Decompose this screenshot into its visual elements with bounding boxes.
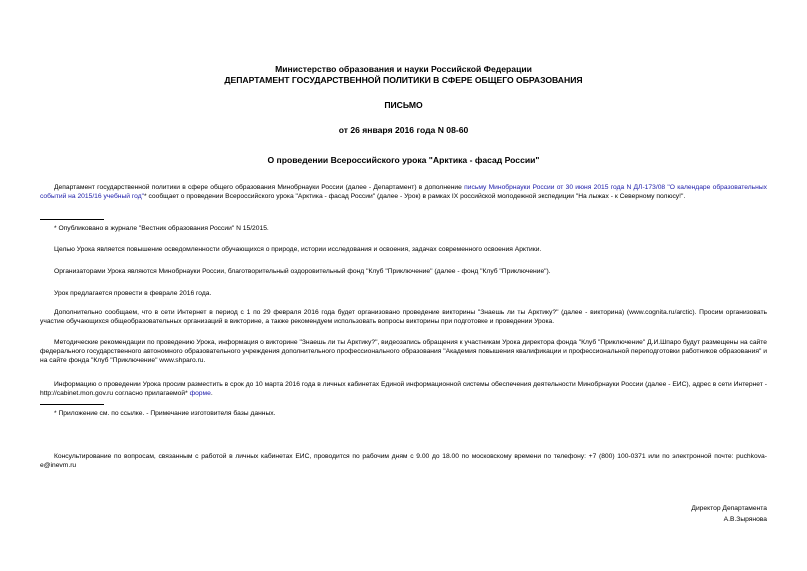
paragraph-quiz: Дополнительно сообщаем, что в сети Интернет в период с 1 по 29 февраля 2016 года будет организовано проведение викторины "Знаешь ли ты Арктику?" (далее - викторина) (www.cognita.ru/arctic). Просим организовать участие обучающихся общеобразовательных организаций в викторине, а также рекомендуем использовать вопросы викторины при подготовке и проведении Урока. [40,309,767,325]
signature-position: Директор Департамента [691,505,767,512]
paragraph-timing: Урок предлагается провести в феврале 2016 года. [54,290,212,297]
document-date: от 26 января 2016 года N 08-60 [338,125,469,135]
department-name: ДЕПАРТАМЕНТ ГОСУДАРСТВЕННОЙ ПОЛИТИКИ В СФЕРЕ ОБЩЕГО ОБРАЗОВАНИЯ [224,75,583,85]
signature-block [691,503,767,525]
signature-name: А.В.Зырянова [723,516,767,523]
paragraph-intro-text: Департамент государственной политики в сфере общего образования Минобрнауки России (далее - Департамент) в дополнение [54,184,465,191]
footnote-publication: * Опубликовано в журнале "Вестник образования России" N 15/2015. [54,225,269,232]
footnote-appendix: * Приложение см. по ссылке. - Примечание изготовителя базы данных. [54,410,276,417]
paragraph-reporting-tail: . [210,390,213,397]
paragraph-methodology: Методические рекомендации по проведению Урока, информация о викторине "Знаешь ли ты Арктику?", видеозапись обращения к участникам Урока директора фонда "Клуб "Приключение" Д.И.Шпаро будут размещены на сайте федерального государственного автономного образовательного учреждения дополнительного профессионального образования "Академия повышения квалификации и профессиональной переподготовки работников образования" и на сайте фонда "Клуб "Приключение" www.shparo.ru. [40,339,767,364]
document-type: ПИСЬМО [384,100,423,110]
paragraph-organizers: Организаторами Урока являются Минобрнауки России, благотворительный оздоровительный фонд "Клуб "Приключение" (далее - фонд "Клуб "Приключение"). [54,268,551,275]
ministry-name: Министерство образования и науки Российской Федерации [275,64,532,74]
form-link[interactable]: форме [189,390,211,397]
paragraph-intro-tail: * сообщает о проведении Всероссийского урока "Арктика - фасад России" (далее - Урок) в рамках IX российской молодежной экспедиции "На лыжах - к Северному полюсу!". [144,193,686,200]
paragraph-reporting [40,380,767,398]
footnote-divider [40,219,104,220]
paragraph-goal: Целью Урока является повышение осведомленности обучающихся о природе, истории исследования и освоения, задачах современного освоения Арктики. [54,246,542,253]
paragraph-consulting: Консультирование по вопросам, связанным с работой в личных кабинетах ЕИС, проводится по рабочим дням с 9.00 до 18.00 по московскому времени по телефону: +7 (800) 100-0371 или по электронной почте: puchkova-e@inevm.ru [40,453,767,469]
document-subject: О проведении Всероссийского урока "Арктика - фасад России" [267,155,540,165]
letter-link[interactable]: письму Минобрнауки России от 30 июня 2015 года N ДЛ-173/08 "О календаре образовательных событий на 2015/16 учебный год" [40,184,767,200]
paragraph-reporting-text: Информацию о проведении Урока просим разместить в срок до 10 марта 2016 года в личных кабинетах Единой информационной системы обеспечения деятельности Минобрнауки России (далее - ЕИС), адрес в сети Интернет - http://cabinet.mon.gov.ru согласно прилагаемой* [40,381,767,397]
footnote-divider [40,404,104,405]
paragraph-intro [40,183,767,201]
